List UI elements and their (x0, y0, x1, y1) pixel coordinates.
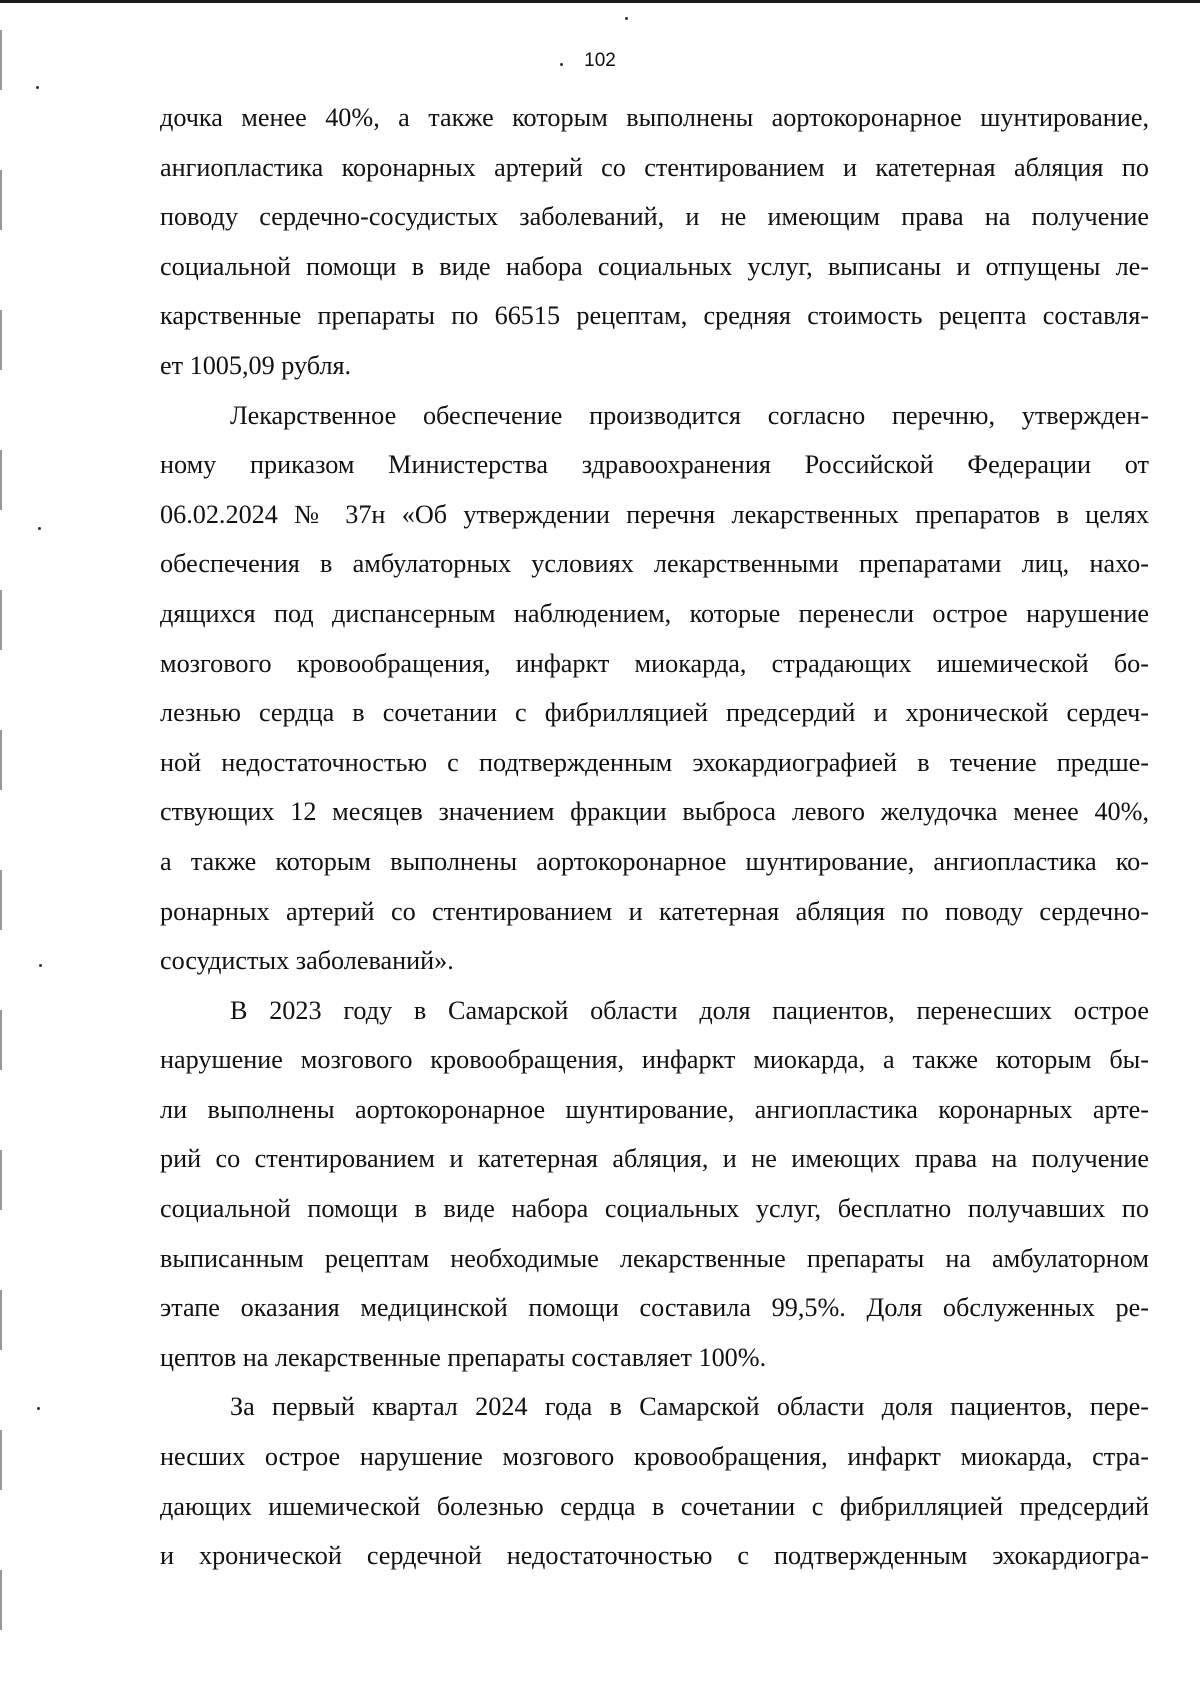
scan-speck (38, 527, 41, 530)
text-line: обеспечения в амбулаторных условиях лекарственными препаратами лиц, нахо- (160, 549, 1149, 579)
text-line: Лекарственное обеспечение производится согласно перечню, утвержден- (230, 400, 1149, 430)
text-line: нарушение мозгового кровообращения, инфаркт миокарда, а также которым бы- (160, 1045, 1149, 1075)
scan-left-edge (0, 30, 2, 1670)
text-line: рий со стентированием и катетерная абляция, и не имеющих права на получение (160, 1144, 1149, 1174)
text-line: цептов на лекарственные препараты составляет 100%. (160, 1342, 767, 1372)
text-line: социальной помощи в виде набора социальных услуг, выписаны и отпущены ле- (160, 251, 1149, 281)
document-body (160, 93, 1149, 1581)
paragraph-4 (160, 1382, 1149, 1580)
text-line: дочка менее 40%, а также которым выполнены аортокоронарное шунтирование, (160, 103, 1149, 132)
text-line: сосудистых заболеваний». (160, 946, 454, 976)
scan-speck (625, 17, 628, 20)
scan-speck (39, 964, 42, 967)
paragraph-2 (160, 391, 1149, 986)
text-line: карственные препараты по 66515 рецептам, средняя стоимость рецепта составля- (160, 301, 1149, 331)
text-line: За первый квартал 2024 года в Самарской области доля пациентов, пере- (230, 1392, 1149, 1422)
text-line: дающих ишемической болезнью сердца в сочетании с фибрилляцией предсердий (160, 1491, 1149, 1521)
text-line: ли выполнены аортокоронарное шунтирование, ангиопластика коронарных арте- (160, 1094, 1149, 1124)
text-line: поводу сердечно-сосудистых заболеваний, и не имеющим права на получение (160, 202, 1149, 232)
page-top-border (0, 0, 1200, 3)
text-line: и хронической сердечной недостаточностью с подтвержденным эхокардиогра- (160, 1541, 1149, 1571)
scan-speck (560, 63, 563, 66)
text-line: этапе оказания медицинской помощи составила 99,5%. Доля обслуженных ре- (160, 1293, 1149, 1323)
paragraph-3 (160, 986, 1149, 1383)
text-line: ствующих 12 месяцев значением фракции выброса левого желудочка менее 40%, (160, 797, 1149, 827)
text-line: ному приказом Министерства здравоохранения Российской Федерации от (160, 450, 1149, 480)
text-line: а также которым выполнены аортокоронарное шунтирование, ангиопластика ко- (160, 846, 1149, 876)
text-line: ет 1005,09 рубля. (160, 350, 352, 380)
text-line: мозгового кровообращения, инфаркт миокарда, страдающих ишемической бо- (160, 648, 1149, 678)
text-line: лезнью сердца в сочетании с фибрилляцией предсердий и хронической сердеч- (160, 698, 1149, 728)
page-number: 102 (584, 50, 616, 71)
text-line: несших острое нарушение мозгового кровообращения, инфаркт миокарда, стра- (160, 1442, 1149, 1472)
text-line: выписанным рецептам необходимые лекарственные препараты на амбулаторном (160, 1243, 1149, 1273)
text-line: социальной помощи в виде набора социальных услуг, бесплатно получавших по (160, 1194, 1149, 1224)
text-line: 06.02.2024 № 37н «Об утверждении перечня лекарственных препаратов в целях (160, 499, 1149, 529)
scan-speck (36, 86, 39, 89)
scan-speck (37, 1407, 40, 1410)
text-line: ангиопластика коронарных артерий со стентированием и катетерная абляция по (160, 152, 1149, 182)
paragraph-1 (160, 93, 1149, 391)
text-line: ронарных артерий со стентированием и катетерная абляция по поводу сердечно- (160, 896, 1149, 926)
text-line: В 2023 году в Самарской области доля пациентов, перенесших острое (230, 995, 1149, 1025)
text-line: дящихся под диспансерным наблюдением, которые перенесли острое нарушение (160, 598, 1149, 628)
text-line: ной недостаточностью с подтвержденным эхокардиографией в течение предше- (160, 747, 1149, 777)
